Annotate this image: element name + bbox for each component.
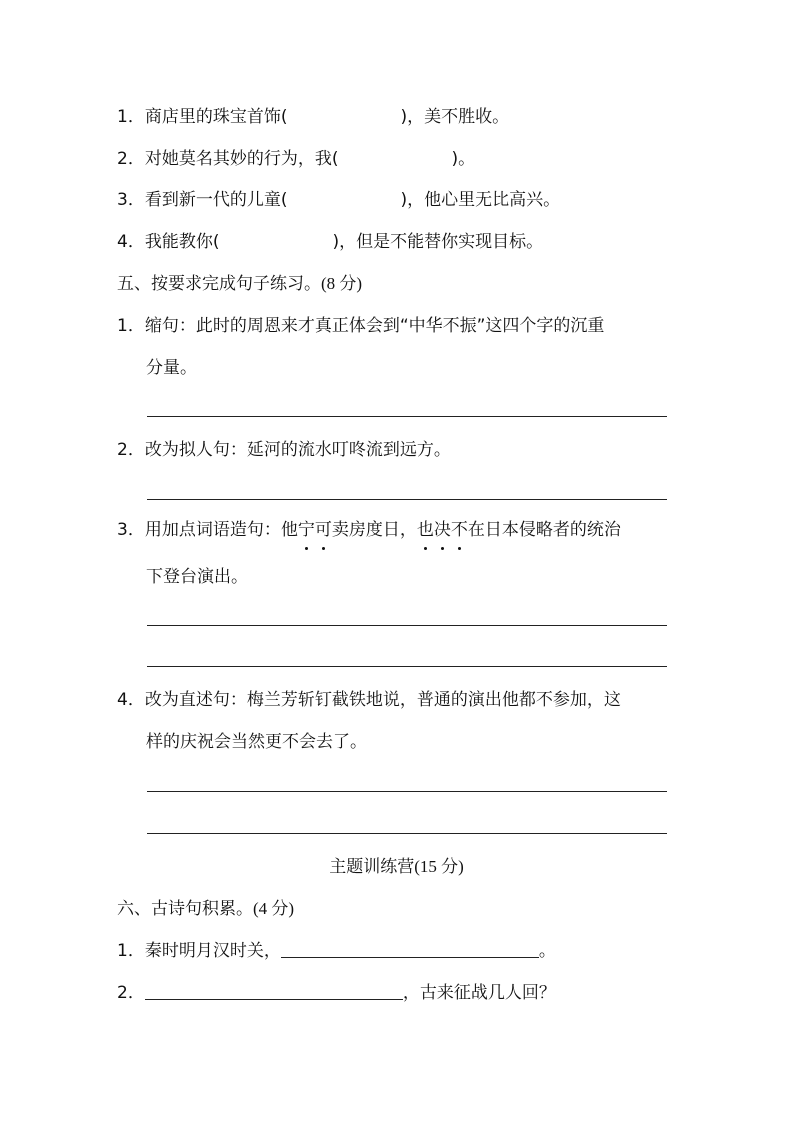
q5-item-3-line2: 下登台演出。 [146, 567, 248, 587]
q5-item-3-dotted-char-3: 也 [416, 520, 434, 540]
q5-item-3-dotted-char-1: 宁 [297, 520, 315, 540]
q5-score: (8 分) [321, 274, 363, 293]
q5-item-4-line2: 样的庆祝会当然更不会去了。 [146, 732, 367, 752]
q6-item-1-answer-blank[interactable] [281, 939, 539, 958]
q4-item-4-text-after: )，但是不能替你实现目标。 [332, 232, 544, 252]
q6-heading-text: 六、古诗句积累。 [117, 899, 253, 919]
q5-item-3-text-a: 3．用加点词语造句：他 [117, 520, 298, 540]
q5-item-3-dotted-char-4: 决 [433, 520, 451, 540]
q5-item-3-text-c: 在日本侵略者的统治 [467, 520, 621, 540]
q6-item-2-text-before: 2． [117, 983, 145, 1003]
q6-score: (4 分) [253, 899, 295, 918]
q4-item-1 [117, 105, 509, 129]
q5-item-2-answer-line[interactable] [147, 499, 667, 500]
q5-item-3-dotted-char-5: 不 [450, 520, 468, 540]
q5-item-3-text-b: 卖房度日， [331, 520, 417, 540]
q5-heading [117, 272, 362, 296]
q5-item-1-answer-line[interactable] [147, 416, 667, 417]
q4-item-2 [117, 147, 475, 171]
q5-item-3-answer-line-2[interactable] [147, 666, 667, 667]
q6-item-1-text-after: 。 [538, 941, 556, 961]
q5-item-3-line1 [117, 518, 621, 542]
q4-item-3-text-after: )，他心里无比高兴。 [400, 190, 561, 210]
q6-item-1-text-before: 1．秦时明月汉时关， [117, 941, 281, 961]
q4-item-1-text-before: 1．商店里的珠宝首饰( [117, 107, 288, 127]
section-title [0, 855, 793, 879]
q6-item-2-answer-blank[interactable] [145, 981, 403, 1000]
q5-item-4-answer-line-1[interactable] [147, 791, 667, 792]
q6-item-2 [117, 981, 556, 1005]
q6-heading [117, 897, 294, 921]
section-title-text: 主题训练营 [329, 857, 415, 877]
q5-item-4-answer-line-2[interactable] [147, 833, 667, 834]
q4-item-4 [117, 230, 543, 254]
q5-item-1-line2: 分量。 [146, 358, 197, 378]
q4-item-3 [117, 188, 560, 212]
section-title-score: (15 分) [414, 857, 464, 876]
q4-item-3-text-before: 3．看到新一代的儿童( [117, 190, 288, 210]
q6-item-1 [117, 939, 556, 963]
q4-item-1-text-after: )，美不胜收。 [400, 107, 510, 127]
q5-item-4-line1: 4．改为直述句：梅兰芳斩钉截铁地说，普通的演出他都不参加，这 [117, 690, 621, 710]
q4-item-2-text-after: )。 [451, 149, 476, 169]
q4-item-4-text-before: 4．我能教你( [117, 232, 220, 252]
q4-item-2-text-before: 2．对她莫名其妙的行为，我( [117, 149, 339, 169]
q5-heading-text: 五、按要求完成句子练习。 [117, 274, 321, 294]
q5-item-2-line1: 2．改为拟人句：延河的流水叮咚流到远方。 [117, 440, 451, 460]
q5-item-1-line1: 1．缩句：此时的周恩来才真正体会到“中华不振”这四个字的沉重 [117, 316, 605, 336]
q5-item-3-answer-line-1[interactable] [147, 625, 667, 626]
q5-item-3-dotted-char-2: 可 [314, 520, 332, 540]
q6-item-2-text-after: ，古来征战几人回？ [402, 983, 556, 1003]
